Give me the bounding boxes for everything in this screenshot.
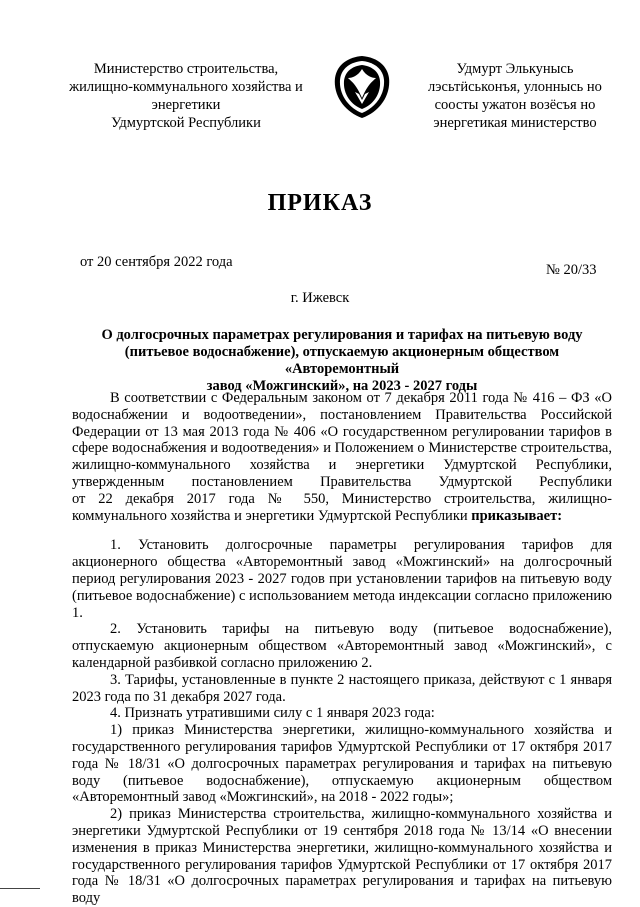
- ministry-name-russian: [52, 60, 320, 132]
- order-item: 1. Установить долгосрочные параметры регулирования тарифов для акционерного общества «Авторемонтный завод «Можгинский» на долгосрочный период регулирования 2023 - 2027 годов при установлении тарифов на питьевую воду (питьевое водоснабжение) с использованием метода индексации согласно приложению 1.: [72, 537, 612, 621]
- header-line: Министерство строительства,: [93, 61, 279, 77]
- order-subitem: 1) приказ Министерства энергетики, жилищно-коммунального хозяйства и государственного регулирования тарифов Удмуртской Республики от 17 октября 2017 года № 18/31 «О долгосрочных параметрах регулирования и тарифах на питьевую воду (питьевое водоснабжение), отпускаемую акционерным обществом «Авторемонтный завод «Можгинский», на 2018 - 2022 годы»;: [72, 722, 612, 806]
- preamble-operative-word: приказывает:: [471, 507, 563, 524]
- subject-line: О долгосрочных параметрах регулирования и тарифах на питьевую воду: [101, 327, 583, 343]
- header-line: жилищно-коммунального хозяйства и: [69, 79, 303, 95]
- order-subitem: 2) приказ Министерства строительства, жилищно-коммунального хозяйства и энергетики Удмуртской Республики от 19 сентября 2018 года № 13/14 «О внесении изменения в приказ Министерства энергетики, жилищно-коммунального хозяйства и государственного регулирования тарифов Удмуртской Республики от 17 октября 2017 года № 18/31 «О долгосрочных параметрах регулирования и тарифах на питьевую воду: [72, 806, 612, 907]
- preamble-paragraph: В соответствии с Федеральным законом от 7 декабря 2011 года № 416 – ФЗ «О водоснабжении и водоотведении», постановлением Правительства Российской Федерации от 13 мая 2013 года № 406 «О государственном регулировании тарифов в сфере водоснабжения и водоотведения» и Положением о Министерстве строительства, жилищно-коммунального хозяйства и энергетики Удмуртской Республики, утвержденным постановлением Правительства Удмуртской Республики: [72, 390, 612, 490]
- header-line: лэсьтӥськонъя, улоннысь но: [428, 79, 602, 95]
- document-title: ПРИКАЗ: [267, 190, 373, 216]
- order-date: от 20 сентября 2022 года: [80, 254, 233, 270]
- scan-edge-mark: [0, 888, 40, 889]
- subject-line: завод «Можгинский», на 2023 - 2027 годы: [206, 378, 478, 394]
- header-line: энергетики: [151, 97, 221, 113]
- order-city: г. Ижевск: [290, 290, 350, 306]
- ministry-name-udmurt: [410, 60, 620, 132]
- order-item: 4. Признать утратившими силу с 1 января 2023 года:: [110, 705, 435, 722]
- header-line: Удмурт Элькунысь: [456, 61, 574, 77]
- header-line: Удмуртской Республики: [111, 115, 261, 131]
- preamble-paragraph-end: [72, 491, 612, 525]
- order-item: 2. Установить тарифы на питьевую воду (питьевое водоснабжение), отпускаемую акционерным обществом «Авторемонтный завод «Можгинский», с календарной разбивкой согласно приложению 2.: [72, 621, 612, 671]
- order-number: № 20/33: [546, 262, 597, 278]
- udmurt-coat-of-arms-icon: [331, 54, 393, 120]
- order-subject: [72, 327, 612, 395]
- header-line: энергетикая министерство: [433, 115, 597, 131]
- preamble-tail: от 22 декабря 2017 года № 550, Министерство строительства, жилищно-коммунального хозяйства и энергетики Удмуртской Республики: [72, 490, 612, 524]
- header-line: соосты ужатон возёсъя но: [434, 97, 596, 113]
- order-body: [72, 390, 612, 907]
- subject-line: (питьевое водоснабжение), отпускаемую акционерным обществом «Авторемонтный: [124, 344, 560, 377]
- order-item: 3. Тарифы, установленные в пункте 2 настоящего приказа, действуют с 1 января 2023 года по 31 декабря 2027 года.: [72, 671, 612, 705]
